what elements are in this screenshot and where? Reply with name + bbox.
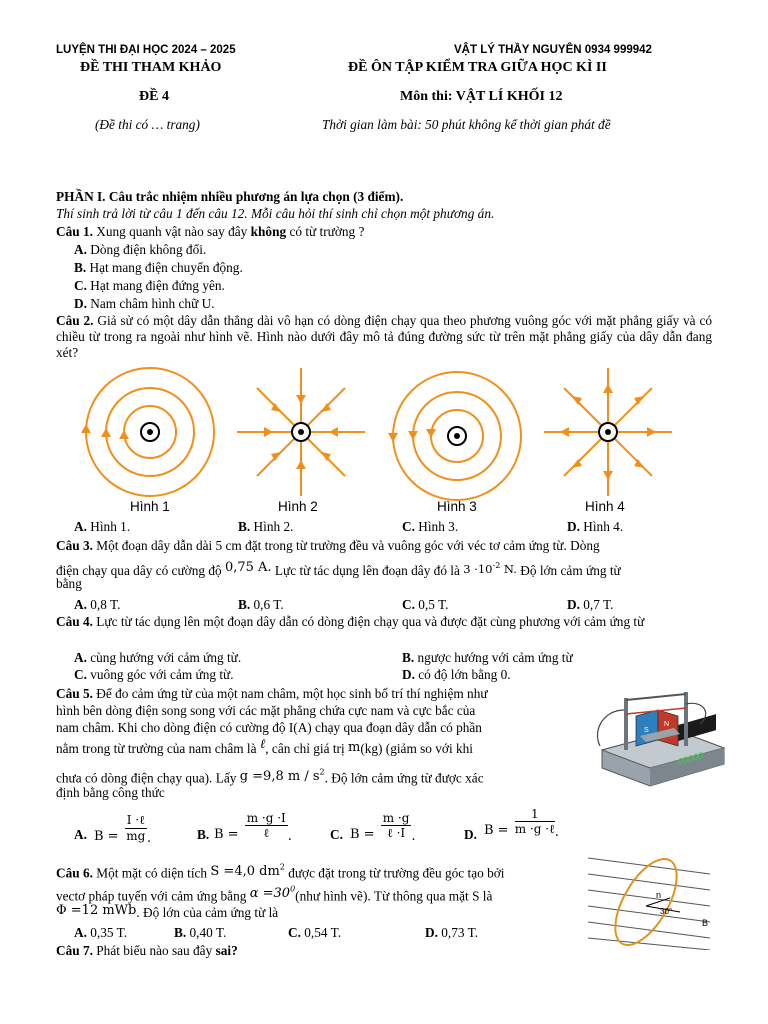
q5-stem-line4: nằm trong từ trường của nam châm là ℓ, cân chỉ giá trị m(kg) (giảm so với khi: [56, 737, 473, 756]
q7-emphasis: sai?: [215, 943, 238, 958]
q7-stem: [56, 942, 716, 959]
q6-angle: $\alpha =30^0$: [249, 885, 296, 902]
q2-option-b[interactable]: B. Hình 2.: [238, 519, 294, 534]
pages-note: (Đề thi có … trang): [95, 117, 200, 132]
q2-option-a[interactable]: A. Hình 1.: [74, 519, 131, 534]
q3-option-a[interactable]: A. 0,8 T.: [74, 597, 121, 612]
field-vector-label: B: [702, 918, 709, 928]
q6-option-c[interactable]: C. 0,54 T.: [288, 925, 342, 940]
q4-option-c[interactable]: C. vuông góc với cảm ứng từ.: [74, 667, 234, 682]
q2-option-c[interactable]: C. Hình 3.: [402, 519, 459, 534]
q6-flux-figure: [586, 854, 714, 950]
part1-title: PHẦN I. Câu trắc nhiệm nhiều phương án lựa chọn (3 điểm).: [56, 189, 404, 204]
q6-area: S =4,0 $dm^2$: [210, 863, 285, 880]
figure-1-concentric-field: [81, 368, 214, 496]
q2-figures: [72, 364, 712, 518]
q5-stem-line5: chưa có dòng điện chạy qua). Lấy g =9,8 m / $s^2$. Độ lớn cảm ứng từ được xác: [56, 768, 484, 786]
svg-text:S: S: [644, 727, 649, 734]
figure-4-radial-field: [544, 368, 672, 496]
q5-option-d[interactable]: D.: [464, 827, 477, 842]
q1-option-a[interactable]: A. Dòng điện không đổi.: [74, 242, 207, 257]
q6-stem-line3: Φ =12 mWb. Độ lớn của cảm ứng từ là: [56, 903, 279, 920]
q6-option-d[interactable]: D. 0,73 T.: [425, 925, 479, 940]
q5-label: Câu 5.: [56, 686, 93, 701]
q1-emphasis: không: [250, 224, 287, 239]
q4-option-d[interactable]: D. có độ lớn bằng 0.: [402, 667, 511, 682]
q5-stem-line1: Câu 5. Để đo cảm ứng từ của một nam châm, một học sinh bố trí thí nghiệm như: [56, 686, 488, 701]
q5-formula-c: B = m ·g ℓ ·I .: [350, 811, 416, 844]
q3-stem-line1: [56, 537, 716, 554]
q5-gravity: g =9,8 m / $s^2$: [239, 768, 325, 785]
subject-title: Môn thi: VẬT LÍ KHỐI 12: [400, 89, 563, 104]
header-right-top: VẬT LÝ THẦY NGUYÊN 0934 999942: [454, 44, 652, 56]
q1-option-b[interactable]: B. Hạt mang điện chuyển động.: [74, 260, 243, 275]
part1-instruction: Thí sinh trả lời từ câu 1 đến câu 12. Mỗi câu hỏi thí sinh chỉ chọn một phương án.: [56, 206, 495, 221]
q5-option-b[interactable]: B.: [197, 827, 210, 842]
q3-force: $3 \cdot 10^{-2}$ N.: [463, 561, 517, 576]
figure-4-caption: Hình 4: [585, 499, 625, 514]
q1-text-end: có từ trường ?: [286, 224, 365, 239]
q6-flux: Φ =12 mWb: [56, 903, 137, 918]
q3-option-c[interactable]: C. 0,5 T.: [402, 597, 449, 612]
q5-formula-d: B = 1 m ·g ·ℓ .: [484, 807, 559, 840]
svg-text:N: N: [664, 721, 670, 728]
q3-option-d[interactable]: D. 0,7 T.: [567, 597, 614, 612]
q2-text: Giả sử có một dây dẫn thẳng dài vô hạn có dòng điện chạy qua theo phương vuông góc với mặt phẳng giấy và có chiều từ trong ra ngoài như hình vẽ. Hình nào dưới đây mô tả đúng đường sức từ trên mặt phẳng giấy của dây dẫn đang xét?: [56, 313, 713, 360]
q7-label: Câu 7.: [56, 943, 93, 958]
q5-mass-symbol: m: [347, 740, 361, 755]
normal-vector-label: n: [656, 890, 662, 900]
figure-3-caption: Hình 3: [437, 499, 477, 514]
figure-2-radial-field: [237, 368, 365, 496]
q4-option-b[interactable]: B. ngược hướng với cảm ứng từ: [402, 650, 573, 665]
q5-formula-b: B = m ·g ·I ℓ .: [214, 811, 292, 844]
q3-option-b[interactable]: B. 0,6 T.: [238, 597, 284, 612]
q1-stem: [56, 223, 716, 240]
q4-option-a[interactable]: A. cùng hướng với cảm ứng từ.: [74, 650, 242, 665]
q6-stem-line1: Câu 6. Một mặt có diện tích S =4,0 $dm^2$ được đặt trong từ trường đều góc tạo bởi: [56, 863, 505, 881]
q5-balance-figure: [584, 690, 732, 790]
q3-stem-line3: bằng: [56, 576, 82, 591]
q6-stem-line2: vectơ pháp tuyến với cảm ứng bằng $\alpha =30^0(như$ hình vẽ). Từ thông qua mặt S là: [56, 885, 493, 904]
q2-stem: [56, 313, 712, 361]
q6-option-b[interactable]: B. 0,40 T.: [174, 925, 227, 940]
q3-stem-line2: điện chạy qua dây có cường độ 0,75 A. Lực từ tác dụng lên đoạn dây đó là $3 \cdot 10^{-2}$ N. Độ lớn cảm ứng từ: [56, 559, 621, 578]
q1-option-d[interactable]: D. Nam châm hình chữ U.: [74, 296, 215, 311]
q3-label: Câu 3.: [56, 538, 93, 553]
q5-stem-line6: định bằng công thức: [56, 785, 165, 800]
q5-stem-line2: hình bên dòng điện song song với các mặt phẳng chứa cực nam và cực bắc của: [56, 703, 476, 718]
q4-text: Lực từ tác dụng lên một đoạn dây dẫn có dòng điện chạy qua và được đặt cùng phương với cảm ứng từ: [92, 614, 645, 629]
q4-label: Câu 4.: [56, 614, 93, 629]
q6-label: Câu 6.: [56, 865, 93, 881]
q5-options: [74, 805, 714, 849]
q1-label: Câu 1.: [56, 224, 93, 239]
q5-option-c[interactable]: C.: [330, 827, 343, 842]
figure-1-caption: Hình 1: [130, 499, 170, 514]
time-note: Thời gian làm bài: 50 phút không kể thời gian phát đề: [322, 117, 611, 132]
q6-option-a[interactable]: A. 0,35 T.: [74, 925, 128, 940]
header-left-top: LUYỆN THI ĐẠI HỌC 2024 – 2025: [56, 44, 236, 56]
figure-2-caption: Hình 2: [278, 499, 318, 514]
figure-3-concentric-field: [388, 372, 521, 500]
q1-option-c[interactable]: C. Hạt mang điện đứng yên.: [74, 278, 225, 293]
exam-number: ĐỀ 4: [139, 89, 169, 104]
q3-current: 0,75 A.: [224, 559, 272, 575]
angle-label: 30°: [660, 907, 673, 916]
q5-formula-a: B = I ·ℓ mg .: [94, 813, 151, 846]
q7-text: Phát biểu nào sau đây: [92, 943, 216, 958]
balance-display-digits: 00000: [678, 750, 704, 768]
header-right-title: ĐỀ ÔN TẬP KIỂM TRA GIỮA HỌC KÌ II: [348, 60, 607, 75]
header-left-title: ĐỀ THI THAM KHẢO: [80, 60, 222, 75]
q2-option-d[interactable]: D. Hình 4.: [567, 519, 624, 534]
q5-length-symbol: ℓ: [259, 737, 266, 752]
q1-text: Xung quanh vật nào say đây: [92, 224, 251, 239]
q5-option-a[interactable]: A.: [74, 827, 87, 842]
q2-label: Câu 2.: [56, 313, 94, 328]
q3-text: Một đoạn dây dẫn dài 5 cm đặt trong từ trường đều và vuông góc với véc tơ cảm ứng từ. Dòng: [92, 538, 600, 553]
q5-stem-line3: nam châm. Khi cho dòng điện có cường độ I(A) chạy qua đoạn dây dẫn có phần: [56, 720, 482, 735]
q4-stem: [56, 614, 712, 630]
